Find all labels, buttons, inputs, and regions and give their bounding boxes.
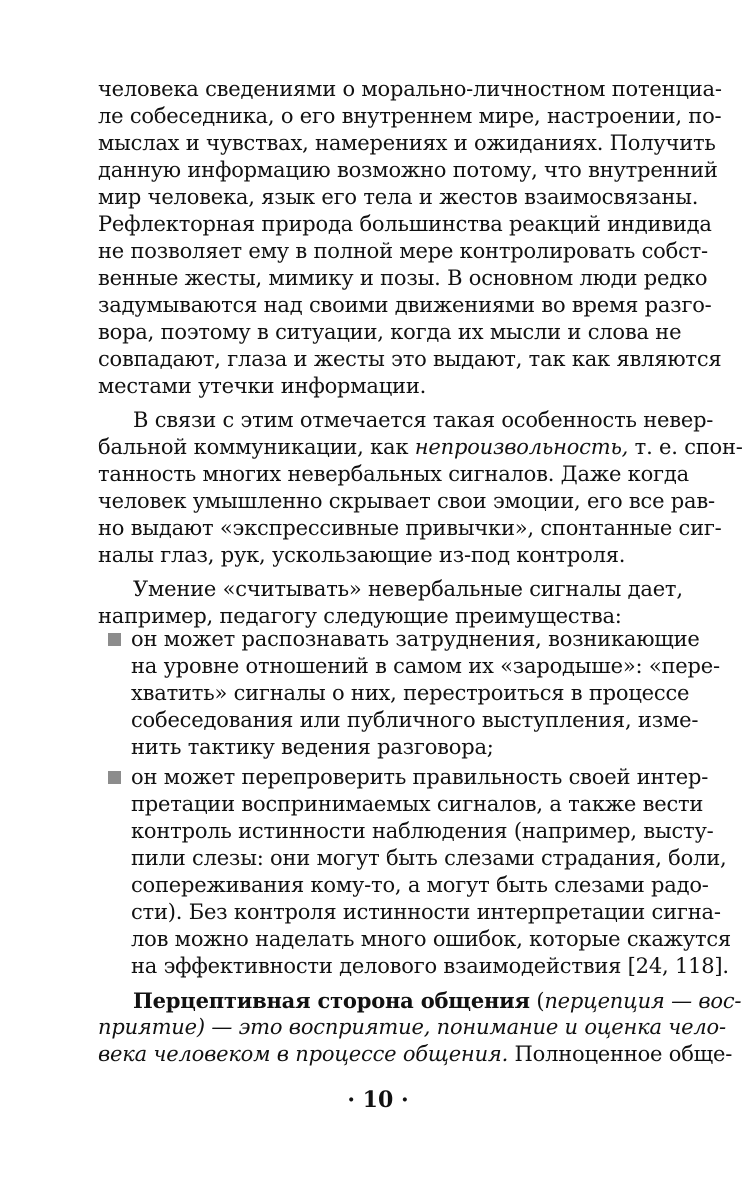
list-item-line: контроль истинности наблюдения (например, высту- bbox=[131, 819, 714, 843]
list-item-line: он может перепроверить правильность своей интер- bbox=[131, 765, 709, 789]
text-line: Рефлекторная природа большинства реакций индивида bbox=[98, 212, 712, 236]
page-number: · 10 · bbox=[347, 1087, 409, 1113]
text-line: данную информацию возможно потому, что внутренний bbox=[98, 158, 718, 182]
list-item-line: претации воспринимаемых сигналов, а также вести bbox=[131, 792, 704, 816]
text-line: танность многих невербальных сигналов. Даже когда bbox=[98, 462, 689, 486]
text-line: Умение «считывать» невербальные сигналы дает, bbox=[133, 577, 683, 601]
text-line: например, педагогу следующие преимущества: bbox=[98, 604, 622, 628]
list-item-line: хватить» сигналы о них, перестроиться в процессе bbox=[131, 681, 690, 705]
list-item-line: на уровне отношений в самом их «зародыше»: «пере- bbox=[131, 654, 720, 678]
text-line: мыслах и чувствах, намерениях и ожиданиях. Получить bbox=[98, 131, 716, 155]
list-item-line: он может распознавать затруднения, возникающие bbox=[131, 627, 700, 651]
text-line: совпадают, глаза и жесты это выдают, так как являются bbox=[98, 347, 722, 371]
list-item-line: сопереживания кому-то, а могут быть слезами радо- bbox=[131, 873, 709, 897]
list-item-line: собеседования или публичного выступления, изме- bbox=[131, 708, 699, 732]
text-line: венные жесты, мимику и позы. В основном люди редко bbox=[98, 266, 708, 290]
term-heading: Перцептивная сторона общения bbox=[133, 988, 530, 1013]
list-item-line: нить тактику ведения разговора; bbox=[131, 735, 494, 759]
text-line: бальной коммуникации, как непроизвольность, т. е. спон- bbox=[98, 435, 743, 459]
text-line: века человеком в процессе общения. Полноценное обще- bbox=[98, 1042, 733, 1066]
text-line: не позволяет ему в полной мере контролировать собст- bbox=[98, 239, 708, 263]
text-line: но выдают «экспрессивные привычки», спонтанные сиг- bbox=[98, 516, 722, 540]
text-line: приятие) — это восприятие, понимание и оценка чело- bbox=[98, 1015, 726, 1039]
list-item-line: на эффективности делового взаимодействия [24, 118]. bbox=[131, 954, 729, 978]
text-line: человека сведениями о морально-личностном потенциа- bbox=[98, 77, 722, 101]
bullet-square-icon bbox=[108, 633, 121, 646]
list-item-line: лов можно наделать много ошибок, которые скажутся bbox=[131, 927, 731, 951]
text-line: В связи с этим отмечается такая особенность невер- bbox=[133, 408, 714, 432]
text-line: мир человека, язык его тела и жестов взаимосвязаны. bbox=[98, 185, 699, 209]
text-line: местами утечки информации. bbox=[98, 374, 427, 398]
text-line: налы глаз, рук, ускользающие из-под контроля. bbox=[98, 543, 626, 567]
bullet-square-icon bbox=[108, 771, 121, 784]
list-item-line: сти). Без контроля истинности интерпретации сигна- bbox=[131, 900, 721, 924]
text-line: человек умышленно скрывает свои эмоции, его все рав- bbox=[98, 489, 715, 513]
text-line: задумываются над своими движениями во время разго- bbox=[98, 293, 712, 317]
text-line: вора, поэтому в ситуации, когда их мысли и слова не bbox=[98, 320, 682, 344]
list-item-line: пили слезы: они могут быть слезами страдания, боли, bbox=[131, 846, 727, 870]
text-line: Перцептивная сторона общения (перцепция — вос- bbox=[133, 988, 742, 1013]
text-line: ле собеседника, о его внутреннем мире, настроении, по- bbox=[98, 104, 722, 128]
